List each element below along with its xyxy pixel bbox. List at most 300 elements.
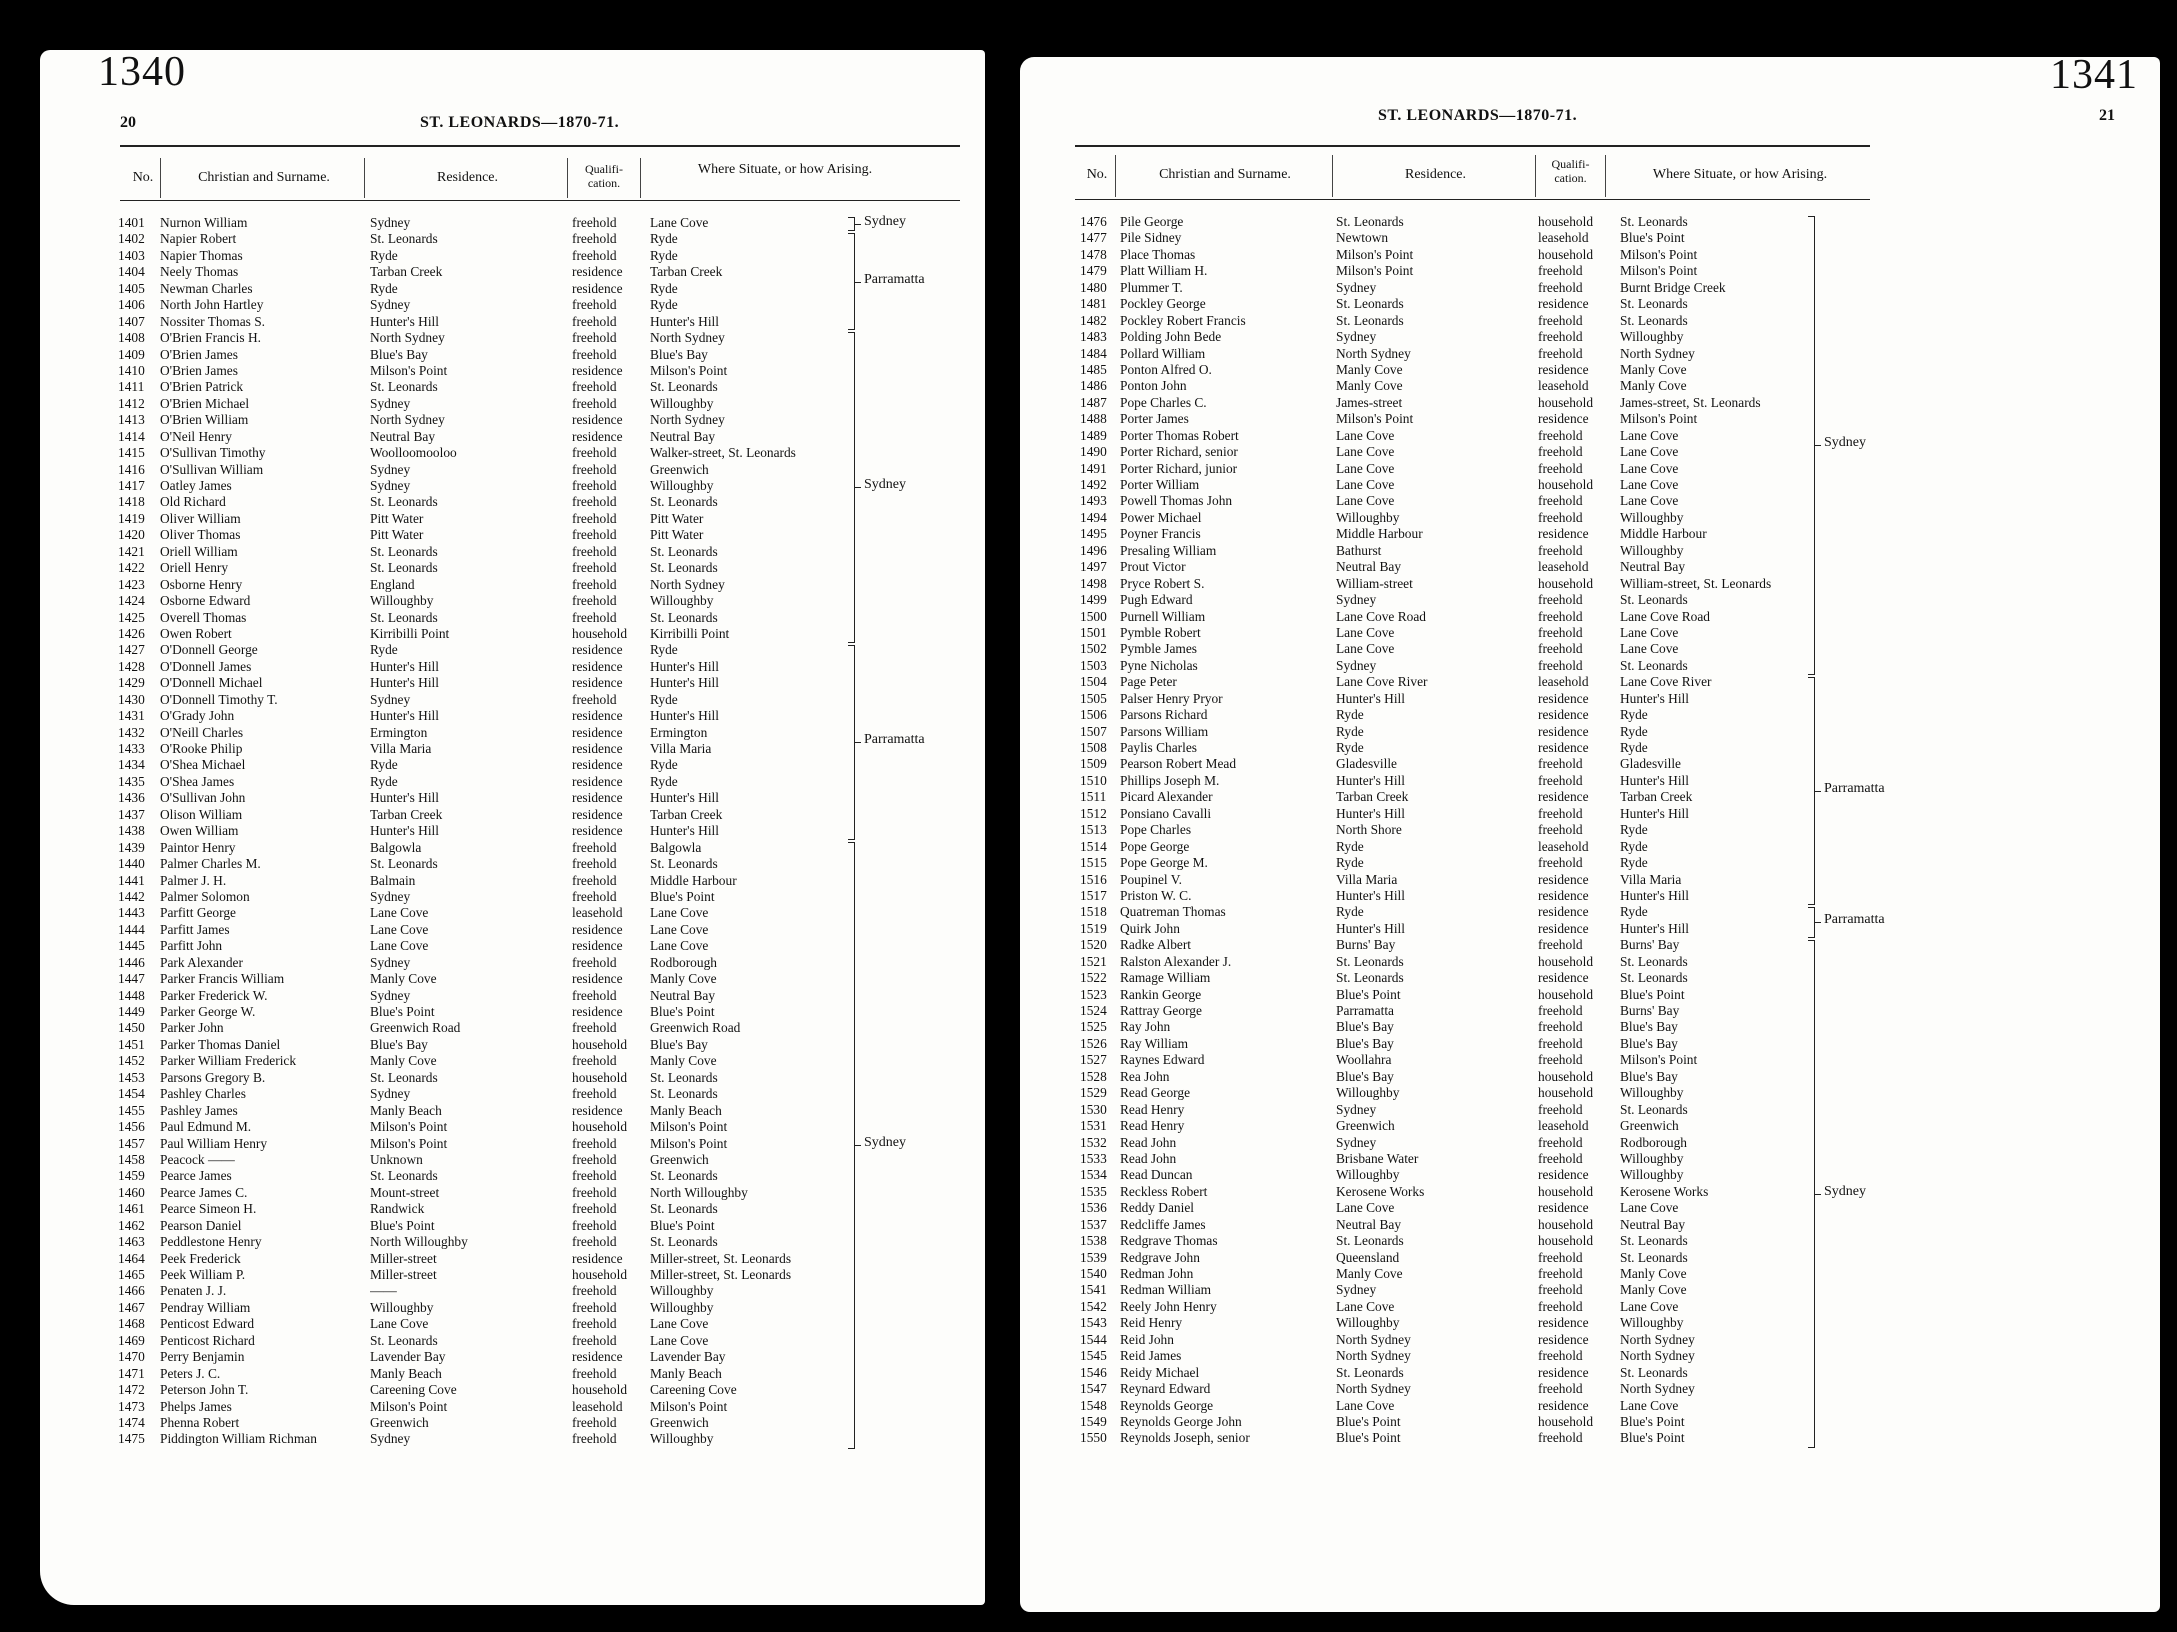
entry-name: Paul William Henry bbox=[160, 1135, 268, 1151]
entry-residence: North Willoughby bbox=[370, 1234, 468, 1250]
entry-name: Pymble Robert bbox=[1120, 624, 1201, 640]
entry-name: Reidy Michael bbox=[1120, 1364, 1200, 1380]
entry-qualification: freehold bbox=[572, 445, 617, 461]
entry-number: 1455 bbox=[118, 1102, 145, 1118]
entry-where: Manly Cove bbox=[1620, 1282, 1687, 1298]
table-row bbox=[118, 905, 938, 921]
entry-qualification: freehold bbox=[572, 1217, 617, 1233]
table-row bbox=[118, 741, 938, 757]
entry-number: 1436 bbox=[118, 790, 145, 806]
entry-qualification: residence bbox=[572, 708, 623, 724]
table-row bbox=[118, 1431, 938, 1447]
table-row bbox=[1080, 230, 1880, 246]
entry-number: 1529 bbox=[1080, 1085, 1107, 1101]
entry-residence: Sydney bbox=[1336, 1101, 1377, 1117]
entry-number: 1456 bbox=[118, 1119, 145, 1135]
entry-residence: William-street bbox=[1336, 575, 1413, 591]
entry-qualification: freehold bbox=[572, 1168, 617, 1184]
entry-residence: St. Leonards bbox=[1336, 296, 1404, 312]
entry-where: Milson's Point bbox=[650, 1135, 728, 1151]
entry-qualification: freehold bbox=[572, 494, 617, 510]
entry-residence: Tarban Creek bbox=[1336, 789, 1409, 805]
table-row bbox=[1080, 789, 1880, 805]
entry-where: Willoughby bbox=[650, 395, 714, 411]
entry-residence: Lavender Bay bbox=[370, 1349, 446, 1365]
entry-residence: Lane Cove bbox=[1336, 493, 1395, 509]
entry-where: Willoughby bbox=[650, 1431, 714, 1447]
table-row bbox=[118, 281, 938, 297]
entry-number: 1504 bbox=[1080, 674, 1107, 690]
entry-residence: Miller-street bbox=[370, 1250, 437, 1266]
entry-where: Ryde bbox=[1620, 740, 1648, 755]
table-row bbox=[1080, 280, 1880, 296]
entry-number: 1543 bbox=[1080, 1315, 1107, 1331]
entry-number: 1419 bbox=[118, 510, 145, 526]
entry-residence: —— bbox=[370, 1283, 397, 1299]
table-row bbox=[1080, 346, 1880, 362]
entry-number: 1517 bbox=[1080, 887, 1107, 903]
entry-number: 1437 bbox=[118, 806, 145, 822]
entry-residence: St. Leonards bbox=[370, 609, 438, 625]
entry-where: Ryde bbox=[650, 691, 678, 707]
entry-residence: Milson's Point bbox=[370, 1398, 448, 1414]
entry-where: Walker-street, St. Leonards bbox=[650, 445, 796, 461]
entry-name: Owen William bbox=[160, 823, 239, 839]
entry-name: Pockley George bbox=[1120, 296, 1206, 312]
right-page bbox=[1020, 57, 2160, 1612]
entry-where: Lavender Bay bbox=[650, 1349, 726, 1365]
entry-where: Lane Cove bbox=[1620, 624, 1679, 640]
table-row bbox=[1080, 1036, 1880, 1052]
entry-name: Prout Victor bbox=[1120, 559, 1186, 575]
entry-where: North Sydney bbox=[650, 576, 725, 592]
group-label: Sydney bbox=[864, 477, 906, 493]
entry-qualification: freehold bbox=[1538, 1052, 1583, 1068]
entry-name: Reynard Edward bbox=[1120, 1381, 1211, 1397]
entry-qualification: freehold bbox=[1538, 509, 1583, 525]
entry-qualification: freehold bbox=[572, 609, 617, 625]
table-row bbox=[1080, 1019, 1880, 1035]
table-row bbox=[118, 873, 938, 889]
entry-qualification: freehold bbox=[572, 1151, 617, 1167]
entry-where: Rodborough bbox=[1620, 1134, 1687, 1150]
entry-where: Lane Cove Road bbox=[1620, 608, 1710, 624]
entry-qualification: household bbox=[1538, 1085, 1594, 1101]
table-row bbox=[1080, 263, 1880, 279]
table-row bbox=[118, 1415, 938, 1431]
entry-number: 1489 bbox=[1080, 427, 1107, 443]
entry-name: Reynolds Joseph, senior bbox=[1120, 1430, 1250, 1446]
table-row bbox=[118, 363, 938, 379]
table-row bbox=[1080, 839, 1880, 855]
entry-name: Palmer J. H. bbox=[160, 872, 227, 888]
entry-qualification: household bbox=[572, 1036, 628, 1052]
entry-name: O'Grady John bbox=[160, 708, 235, 724]
entry-name: Palmer Charles M. bbox=[160, 856, 261, 872]
entry-number: 1453 bbox=[118, 1069, 145, 1085]
entry-residence: Lane Cove bbox=[1336, 641, 1395, 657]
entry-residence: North Sydney bbox=[370, 412, 445, 428]
table-row bbox=[1080, 395, 1880, 411]
table-row bbox=[1080, 1102, 1880, 1118]
entry-qualification: freehold bbox=[1538, 1381, 1583, 1397]
entry-name: Paintor Henry bbox=[160, 839, 236, 855]
entry-qualification: household bbox=[1538, 1413, 1594, 1429]
table-row bbox=[118, 1037, 938, 1053]
entry-name: Plummer T. bbox=[1120, 279, 1183, 295]
entry-where: Pitt Water bbox=[650, 510, 704, 526]
table-row bbox=[1080, 1167, 1880, 1183]
entry-name: Osborne Henry bbox=[160, 576, 243, 592]
entry-qualification: leasehold bbox=[1538, 378, 1589, 394]
entry-where: Blue's Bay bbox=[1620, 1068, 1678, 1084]
entry-where: Willoughby bbox=[1620, 509, 1684, 525]
table-row bbox=[1080, 1299, 1880, 1315]
entry-residence: Willoughby bbox=[1336, 1315, 1400, 1331]
entry-qualification: residence bbox=[572, 971, 623, 987]
entry-number: 1549 bbox=[1080, 1413, 1107, 1429]
table-row bbox=[118, 527, 938, 543]
entry-name: Parsons William bbox=[1120, 723, 1209, 739]
entry-qualification: freehold bbox=[572, 1020, 617, 1036]
entry-name: Power Michael bbox=[1120, 509, 1202, 525]
entry-where: Greenwich bbox=[650, 1414, 709, 1430]
table-row bbox=[1080, 510, 1880, 526]
col-header-where: Where Situate, or how Arising. bbox=[1652, 167, 1828, 182]
entry-residence: Ryde bbox=[370, 773, 398, 789]
entry-qualification: residence bbox=[1538, 690, 1589, 706]
entry-residence: Ryde bbox=[1336, 838, 1364, 854]
table-row bbox=[1080, 329, 1880, 345]
entry-residence: Sydney bbox=[370, 691, 411, 707]
entry-residence: Hunter's Hill bbox=[370, 708, 439, 724]
entry-residence: St. Leonards bbox=[1336, 953, 1404, 969]
entry-where: Willoughby bbox=[1620, 1150, 1684, 1166]
entry-where: Manly Cove bbox=[650, 971, 717, 987]
entry-qualification: household bbox=[572, 1267, 628, 1282]
group-bracket bbox=[1808, 940, 1815, 1448]
entry-number: 1459 bbox=[118, 1168, 145, 1184]
table-row bbox=[118, 412, 938, 428]
entry-residence: Manly Cove bbox=[370, 971, 437, 987]
entry-where: Lane Cove bbox=[1620, 460, 1679, 476]
entry-qualification: freehold bbox=[1538, 1101, 1583, 1117]
entry-qualification: freehold bbox=[1538, 1298, 1583, 1314]
entry-where: Manly Beach bbox=[650, 1365, 722, 1381]
entry-number: 1503 bbox=[1080, 657, 1107, 673]
table-row bbox=[118, 1004, 938, 1020]
entry-where: Manly Cove bbox=[1620, 1266, 1687, 1281]
entry-where: Lane Cove River bbox=[1620, 674, 1712, 690]
table-row bbox=[118, 807, 938, 823]
entry-name: Oriell Henry bbox=[160, 560, 229, 576]
entry-where: Willoughby bbox=[1620, 542, 1684, 558]
entry-residence: Blue's Point bbox=[1336, 1430, 1401, 1446]
table-row bbox=[118, 659, 938, 675]
entry-qualification: freehold bbox=[1538, 493, 1583, 509]
entry-name: Palmer Solomon bbox=[160, 888, 250, 904]
entry-qualification: freehold bbox=[572, 313, 617, 329]
entry-name: Ralston Alexander J. bbox=[1120, 953, 1232, 969]
entry-number: 1405 bbox=[118, 280, 145, 296]
table-row bbox=[118, 560, 938, 576]
entry-name: O'Shea Michael bbox=[160, 757, 246, 773]
entry-qualification: household bbox=[572, 625, 628, 641]
entry-residence: Mount-street bbox=[370, 1184, 440, 1200]
entry-qualification: freehold bbox=[572, 954, 617, 970]
entry-qualification: residence bbox=[1538, 740, 1589, 755]
entry-residence: Gladesville bbox=[1336, 756, 1397, 772]
entry-where: Ryde bbox=[650, 773, 678, 789]
entry-qualification: residence bbox=[572, 823, 623, 839]
entry-residence: Lane Cove bbox=[1336, 477, 1395, 492]
entry-residence: Milson's Point bbox=[370, 362, 448, 378]
table-row bbox=[1080, 954, 1880, 970]
entry-name: Pashley James bbox=[160, 1102, 238, 1118]
entry-residence: St. Leonards bbox=[1336, 312, 1404, 328]
entry-name: Redgrave Thomas bbox=[1120, 1233, 1218, 1249]
table-row bbox=[1080, 559, 1880, 575]
entry-name: Penticost Edward bbox=[160, 1316, 255, 1332]
table-row bbox=[118, 1119, 938, 1135]
entry-qualification: household bbox=[1538, 1183, 1594, 1199]
entry-where: Tarban Creek bbox=[650, 264, 723, 280]
entry-number: 1465 bbox=[118, 1267, 145, 1282]
entry-name: Pryce Robert S. bbox=[1120, 575, 1205, 591]
entry-residence: St. Leonards bbox=[370, 494, 438, 510]
entry-residence: Manly Cove bbox=[370, 1053, 437, 1069]
entry-residence: Pitt Water bbox=[370, 510, 424, 526]
entry-name: Paylis Charles bbox=[1120, 740, 1197, 755]
table-row bbox=[118, 922, 938, 938]
entry-where: Hunter's Hill bbox=[1620, 887, 1689, 903]
table-row bbox=[1080, 806, 1880, 822]
entry-number: 1522 bbox=[1080, 970, 1107, 986]
entry-name: O'Donnell George bbox=[160, 642, 258, 658]
entry-name: O'Brien James bbox=[160, 362, 238, 378]
entry-name: O'Rooke Philip bbox=[160, 741, 243, 756]
entry-name: O'Neil Henry bbox=[160, 428, 232, 444]
entry-qualification: leasehold bbox=[1538, 230, 1589, 246]
entry-number: 1407 bbox=[118, 313, 145, 329]
running-head: ST. LEONARDS—1870-71. bbox=[1378, 107, 1578, 124]
entry-residence: Kerosene Works bbox=[1336, 1183, 1425, 1199]
entry-residence: Middle Harbour bbox=[1336, 526, 1423, 542]
entry-residence: Lane Cove bbox=[370, 1316, 429, 1332]
table-row bbox=[118, 297, 938, 313]
entry-number: 1473 bbox=[118, 1398, 145, 1414]
table-row bbox=[1080, 921, 1880, 937]
entry-qualification: residence bbox=[1538, 723, 1589, 739]
entry-residence: Blue's Bay bbox=[1336, 1035, 1394, 1051]
entry-name: O'Donnell James bbox=[160, 658, 252, 674]
table-row bbox=[118, 478, 938, 494]
entry-number: 1454 bbox=[118, 1086, 145, 1102]
entry-number: 1408 bbox=[118, 330, 145, 346]
entry-name: Ramage William bbox=[1120, 970, 1211, 986]
entry-qualification: freehold bbox=[1538, 855, 1583, 871]
entry-where: Blue's Bay bbox=[1620, 1019, 1678, 1035]
entry-qualification: household bbox=[1538, 1068, 1594, 1084]
entry-name: Redman William bbox=[1120, 1282, 1212, 1298]
entry-name: Perry Benjamin bbox=[160, 1349, 245, 1365]
col-header-where: Where Situate, or how Arising. bbox=[697, 162, 873, 177]
entry-qualification: freehold bbox=[572, 346, 617, 362]
entry-residence: Milson's Point bbox=[1336, 411, 1414, 427]
entry-where: Rodborough bbox=[650, 954, 717, 970]
entry-number: 1490 bbox=[1080, 444, 1107, 460]
header-bottom-rule bbox=[120, 200, 960, 201]
entry-number: 1414 bbox=[118, 428, 145, 444]
entry-qualification: household bbox=[572, 1119, 628, 1135]
table-row bbox=[118, 988, 938, 1004]
entry-residence: Burns' Bay bbox=[1336, 937, 1396, 953]
entry-number: 1458 bbox=[118, 1151, 145, 1167]
entry-residence: Neutral Bay bbox=[1336, 559, 1402, 575]
entry-qualification: residence bbox=[1538, 887, 1589, 903]
entry-where: Hunter's Hill bbox=[650, 313, 719, 329]
entry-where: St. Leonards bbox=[1620, 592, 1688, 608]
entry-number: 1537 bbox=[1080, 1216, 1107, 1232]
table-row bbox=[118, 642, 938, 658]
entry-name: Pollard William bbox=[1120, 345, 1206, 361]
entry-number: 1547 bbox=[1080, 1381, 1107, 1397]
entry-qualification: leasehold bbox=[1538, 559, 1589, 575]
entry-qualification: freehold bbox=[572, 560, 617, 576]
table-row bbox=[1080, 362, 1880, 378]
entry-name: Porter James bbox=[1120, 411, 1189, 427]
table-row bbox=[1080, 378, 1880, 394]
entry-residence: Milson's Point bbox=[1336, 246, 1414, 262]
table-row bbox=[1080, 444, 1880, 460]
entry-number: 1438 bbox=[118, 823, 145, 839]
entry-residence: Lane Cove bbox=[370, 938, 429, 954]
table-row bbox=[1080, 576, 1880, 592]
entry-qualification: freehold bbox=[572, 1332, 617, 1348]
table-row bbox=[1080, 609, 1880, 625]
entry-name: Oatley James bbox=[160, 478, 232, 493]
entry-where: St. Leonards bbox=[1620, 1101, 1688, 1117]
entry-qualification: residence bbox=[572, 675, 623, 691]
entry-residence: Lane Cove bbox=[1336, 1397, 1395, 1413]
entry-where: Blue's Bay bbox=[650, 346, 708, 362]
entry-where: Manly Cove bbox=[650, 1053, 717, 1069]
table-row bbox=[118, 1366, 938, 1382]
entry-residence: St. Leonards bbox=[370, 856, 438, 872]
entry-qualification: leasehold bbox=[1538, 838, 1589, 854]
entry-qualification: residence bbox=[572, 741, 623, 756]
entry-where: Lane Cove bbox=[1620, 1397, 1679, 1413]
entry-where: Lane Cove bbox=[650, 938, 709, 954]
entry-where: St. Leonards bbox=[1620, 970, 1688, 986]
entry-residence: Blue's Point bbox=[1336, 986, 1401, 1002]
entry-number: 1508 bbox=[1080, 740, 1107, 755]
folio-stamp: 1341 bbox=[2050, 57, 2138, 98]
table-row bbox=[1080, 1348, 1880, 1364]
entry-name: Oriell William bbox=[160, 543, 238, 559]
entry-number: 1519 bbox=[1080, 920, 1107, 936]
entry-name: Redman John bbox=[1120, 1266, 1194, 1281]
entry-qualification: freehold bbox=[1538, 279, 1583, 295]
entry-number: 1541 bbox=[1080, 1282, 1107, 1298]
entry-name: Ray John bbox=[1120, 1019, 1171, 1035]
entry-where: St. Leonards bbox=[1620, 1364, 1688, 1380]
entry-number: 1477 bbox=[1080, 230, 1107, 246]
entry-number: 1509 bbox=[1080, 756, 1107, 772]
entry-qualification: residence bbox=[572, 412, 623, 428]
table-row bbox=[118, 725, 938, 741]
entry-where: Blue's Point bbox=[1620, 986, 1685, 1002]
entry-where: Ryde bbox=[650, 757, 678, 773]
entry-name: Porter Thomas Robert bbox=[1120, 427, 1239, 443]
entry-residence: Sydney bbox=[1336, 1134, 1377, 1150]
entry-where: Hunter's Hill bbox=[1620, 690, 1689, 706]
group-label: Parramatta bbox=[1824, 912, 1885, 928]
entry-where: Hunter's Hill bbox=[650, 790, 719, 806]
entry-where: Blue's Point bbox=[650, 888, 715, 904]
entry-where: St. Leonards bbox=[1620, 1249, 1688, 1265]
entry-name: Polding John Bede bbox=[1120, 329, 1222, 345]
entry-number: 1410 bbox=[118, 362, 145, 378]
entry-name: Pope George bbox=[1120, 838, 1190, 854]
entry-residence: Blue's Bay bbox=[1336, 1019, 1394, 1035]
entry-name: Penticost Richard bbox=[160, 1332, 255, 1348]
entry-qualification: residence bbox=[1538, 1167, 1589, 1183]
entry-qualification: freehold bbox=[1538, 1266, 1583, 1281]
entry-number: 1538 bbox=[1080, 1233, 1107, 1249]
group-label: Parramatta bbox=[864, 732, 925, 748]
entry-name: Reddy Daniel bbox=[1120, 1200, 1195, 1216]
entry-number: 1542 bbox=[1080, 1298, 1107, 1314]
entry-qualification: freehold bbox=[572, 1316, 617, 1332]
entry-number: 1418 bbox=[118, 494, 145, 510]
entry-where: Lane Cove bbox=[1620, 1200, 1679, 1216]
entry-residence: Manly Cove bbox=[1336, 378, 1403, 394]
entry-number: 1483 bbox=[1080, 329, 1107, 345]
entry-residence: Randwick bbox=[370, 1201, 425, 1217]
entry-number: 1531 bbox=[1080, 1118, 1107, 1134]
col-header-no: No. bbox=[132, 170, 154, 185]
table-row bbox=[1080, 888, 1880, 904]
entry-name: Parsons Gregory B. bbox=[160, 1069, 266, 1085]
table-row bbox=[1080, 691, 1880, 707]
entry-qualification: freehold bbox=[572, 1299, 617, 1315]
entry-residence: Neutral Bay bbox=[1336, 1216, 1402, 1232]
entry-name: Ponton John bbox=[1120, 378, 1187, 394]
entry-name: Redcliffe James bbox=[1120, 1216, 1206, 1232]
entry-name: Reid Henry bbox=[1120, 1315, 1183, 1331]
entry-qualification: household bbox=[1538, 1216, 1594, 1232]
entry-qualification: freehold bbox=[572, 1283, 617, 1299]
entry-name: Peek Frederick bbox=[160, 1250, 241, 1266]
entry-name: Picard Alexander bbox=[1120, 789, 1213, 805]
entry-where: Neutral Bay bbox=[650, 428, 716, 444]
entry-where: Tarban Creek bbox=[1620, 789, 1693, 805]
table-row bbox=[1080, 1365, 1880, 1381]
entry-where: Careening Cove bbox=[650, 1382, 737, 1398]
entry-qualification: freehold bbox=[572, 1086, 617, 1102]
table-row bbox=[118, 955, 938, 971]
table-row bbox=[1080, 1135, 1880, 1151]
entry-name: Nurnon William bbox=[160, 215, 248, 230]
entry-number: 1416 bbox=[118, 461, 145, 477]
entry-qualification: residence bbox=[1538, 1200, 1589, 1216]
table-row bbox=[1080, 411, 1880, 427]
entry-residence: Sydney bbox=[370, 954, 411, 970]
entry-number: 1484 bbox=[1080, 345, 1107, 361]
table-row bbox=[1080, 707, 1880, 723]
entry-qualification: residence bbox=[1538, 1397, 1589, 1413]
